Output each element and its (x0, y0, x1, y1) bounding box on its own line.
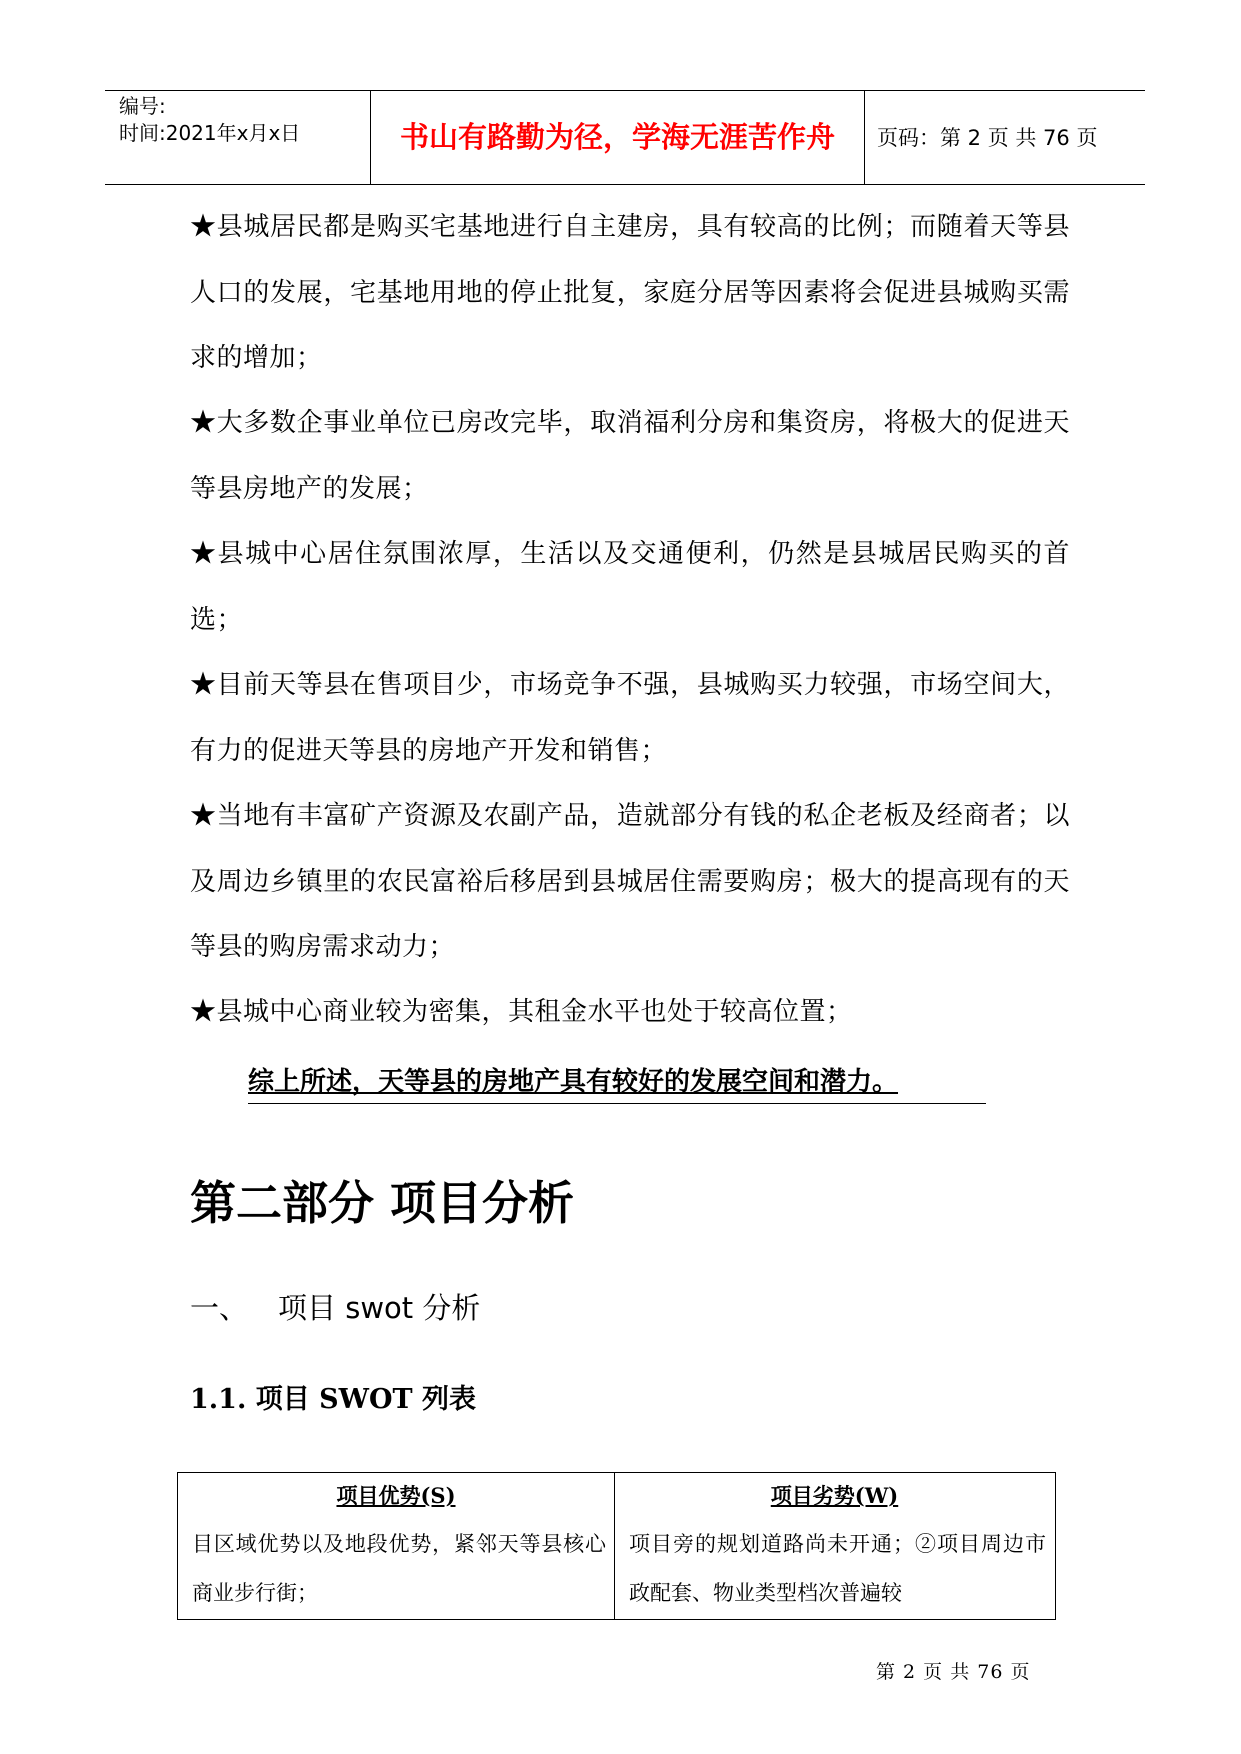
strengths-header: 项目优势(S) (336, 1483, 456, 1508)
page-footer: 第 2 页 共 76 页 (876, 1661, 1031, 1683)
page-header (105, 90, 1145, 185)
page-info: 页码：第 2 页 共 76 页 (877, 126, 1098, 150)
weaknesses-column (615, 1473, 1054, 1619)
header-page-cell (865, 91, 1145, 184)
motto: 书山有路勤为径，学海无涯苦作舟 (399, 120, 835, 154)
strengths-text: 目区域优势以及地段优势，紧邻天等县核心商业步行街； (192, 1532, 606, 1605)
conclusion-underline (248, 1103, 986, 1104)
strengths-column (178, 1473, 615, 1619)
conclusion: 综上所述，天等县的房地产具有较好的发展空间和潜力。 (248, 1067, 899, 1097)
weaknesses-header: 项目劣势(W) (770, 1483, 899, 1508)
header-motto-cell (370, 91, 865, 184)
paragraph-2: ★大多数企事业单位已房改完毕，取消福利分房和集资房，将极大的促进天等县房地产的发展； (190, 408, 1070, 504)
weaknesses-text: 项目旁的规划道路尚未开通；②项目周边市政配套、物业类型档次普遍较 (629, 1532, 1046, 1605)
time-label: 时间:2021年x月x日 (119, 121, 301, 145)
subsection-heading: 1.1. 项目 SWOT 列表 (190, 1384, 477, 1415)
paragraph-6: ★县城中心商业较为密集，其租金水平也处于较高位置； (190, 997, 853, 1027)
serial-label: 编号: (119, 94, 166, 118)
paragraph-5: ★当地有丰富矿产资源及农副产品，造就部分有钱的私企老板及经商者；以及周边乡镇里的农民富裕后移居到县城居住需要购房；极大的提高现有的天等县的购房需求动力； (190, 801, 1070, 962)
header-meta (105, 91, 370, 184)
part-title: 第二部分 项目分析 (190, 1176, 575, 1230)
paragraph-4: ★目前天等县在售项目少，市场竞争不强，县城购买力较强，市场空间大，有力的促进天等县的房地产开发和销售； (190, 670, 1070, 766)
paragraph-1: ★县城居民都是购买宅基地进行自主建房，具有较高的比例；而随着天等县人口的发展，宅基地用地的停止批复，家庭分居等因素将会促进县城购买需求的增加； (190, 212, 1070, 373)
paragraph-3: ★县城中心居住氛围浓厚，生活以及交通便利，仍然是县城居民购买的首选； (190, 539, 1070, 635)
section-number: 一、 (190, 1291, 249, 1325)
swot-table (177, 1472, 1056, 1620)
section-title: 项目 swot 分析 (278, 1291, 481, 1325)
section-heading (190, 1290, 480, 1326)
